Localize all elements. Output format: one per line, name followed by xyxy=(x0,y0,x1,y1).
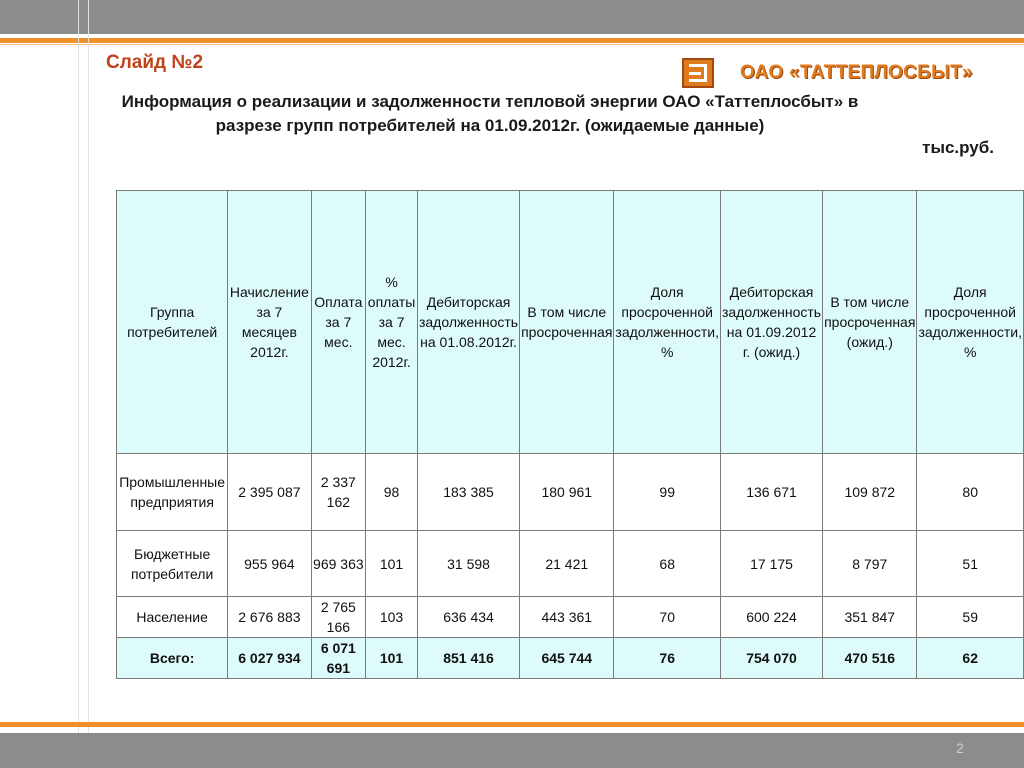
table-cell: 754 070 xyxy=(720,638,822,679)
table-cell: 76 xyxy=(614,638,721,679)
header-cell: % оплаты за 7 мес. 2012г. xyxy=(366,191,418,454)
table-cell: 6 027 934 xyxy=(228,638,311,679)
row-label-cell: Бюджетные потребители xyxy=(117,531,228,597)
slide-number-label: Слайд №2 xyxy=(106,52,204,73)
table-cell: 99 xyxy=(614,454,721,531)
header-cell: Группа потребителей xyxy=(117,191,228,454)
table-cell: 851 416 xyxy=(417,638,519,679)
table-row xyxy=(117,454,1024,531)
table-cell: 180 961 xyxy=(520,454,614,531)
header-cell: В том числе просроченная (ожид.) xyxy=(823,191,917,454)
table-row xyxy=(117,597,1024,638)
header-cell: Доля просроченной задолженности, % xyxy=(917,191,1024,454)
table-cell: 80 xyxy=(917,454,1024,531)
header-cell: Начисление за 7 месяцев 2012г. xyxy=(228,191,311,454)
table-cell: 2 395 087 xyxy=(228,454,311,531)
header-cell: В том числе просроченная xyxy=(520,191,614,454)
table-row xyxy=(117,531,1024,597)
table-cell: 2 337 162 xyxy=(311,454,366,531)
top-orange-thin-rule xyxy=(0,44,1024,45)
company-logo xyxy=(682,58,973,88)
table-cell: 21 421 xyxy=(520,531,614,597)
top-orange-rule xyxy=(0,38,1024,43)
table-cell: 955 964 xyxy=(228,531,311,597)
bottom-orange-rule xyxy=(0,722,1024,727)
table-cell: 98 xyxy=(366,454,418,531)
row-label-cell: Всего: xyxy=(117,638,228,679)
slide-title-line-2: разрезе групп потребителей на 01.09.2012г. (ожидаемые данные) xyxy=(215,116,765,135)
table-cell: 443 361 xyxy=(520,597,614,638)
table-cell: 31 598 xyxy=(417,531,519,597)
table-cell: 59 xyxy=(917,597,1024,638)
table-header-row xyxy=(117,191,1024,454)
table-total-row xyxy=(117,638,1024,679)
header-cell: Дебиторская задолженность на 01.09.2012 г. (ожид.) xyxy=(720,191,822,454)
table-cell: 351 847 xyxy=(823,597,917,638)
table-cell: 103 xyxy=(366,597,418,638)
table-cell: 636 434 xyxy=(417,597,519,638)
consumer-debt-table xyxy=(116,190,1024,679)
top-gray-bar xyxy=(0,0,1024,34)
table-cell: 70 xyxy=(614,597,721,638)
table-cell: 2 676 883 xyxy=(228,597,311,638)
table-cell: 101 xyxy=(366,531,418,597)
header-cell: Дебиторская задолженность на 01.08.2012г. xyxy=(417,191,519,454)
logo-emblem-icon xyxy=(682,58,714,88)
table-cell: 136 671 xyxy=(720,454,822,531)
units-label: тыс.руб. xyxy=(922,138,994,157)
table-cell: 17 175 xyxy=(720,531,822,597)
slide-title-line-1: Информация о реализации и задолженности тепловой энергии ОАО «Таттеплосбыт» в xyxy=(121,92,859,111)
slide-title xyxy=(60,90,920,138)
header-cell: Доля просроченной задолженности, % xyxy=(614,191,721,454)
table-cell: 6 071 691 xyxy=(311,638,366,679)
table-cell: 470 516 xyxy=(823,638,917,679)
table-cell: 183 385 xyxy=(417,454,519,531)
header-cell: Оплата за 7 мес. xyxy=(311,191,366,454)
row-label-cell: Промышленные предприятия xyxy=(117,454,228,531)
page-number: 2 xyxy=(956,740,964,756)
table-cell: 62 xyxy=(917,638,1024,679)
bottom-gray-bar xyxy=(0,733,1024,768)
table-cell: 645 744 xyxy=(520,638,614,679)
table-cell: 2 765 166 xyxy=(311,597,366,638)
table-cell: 101 xyxy=(366,638,418,679)
table-cell: 109 872 xyxy=(823,454,917,531)
table-cell: 600 224 xyxy=(720,597,822,638)
table-cell: 969 363 xyxy=(311,531,366,597)
table-cell: 68 xyxy=(614,531,721,597)
table-cell: 8 797 xyxy=(823,531,917,597)
row-label-cell: Население xyxy=(117,597,228,638)
logo-text: ОАО «ТАТТЕПЛОСБЫТ» xyxy=(740,62,973,83)
table-cell: 51 xyxy=(917,531,1024,597)
